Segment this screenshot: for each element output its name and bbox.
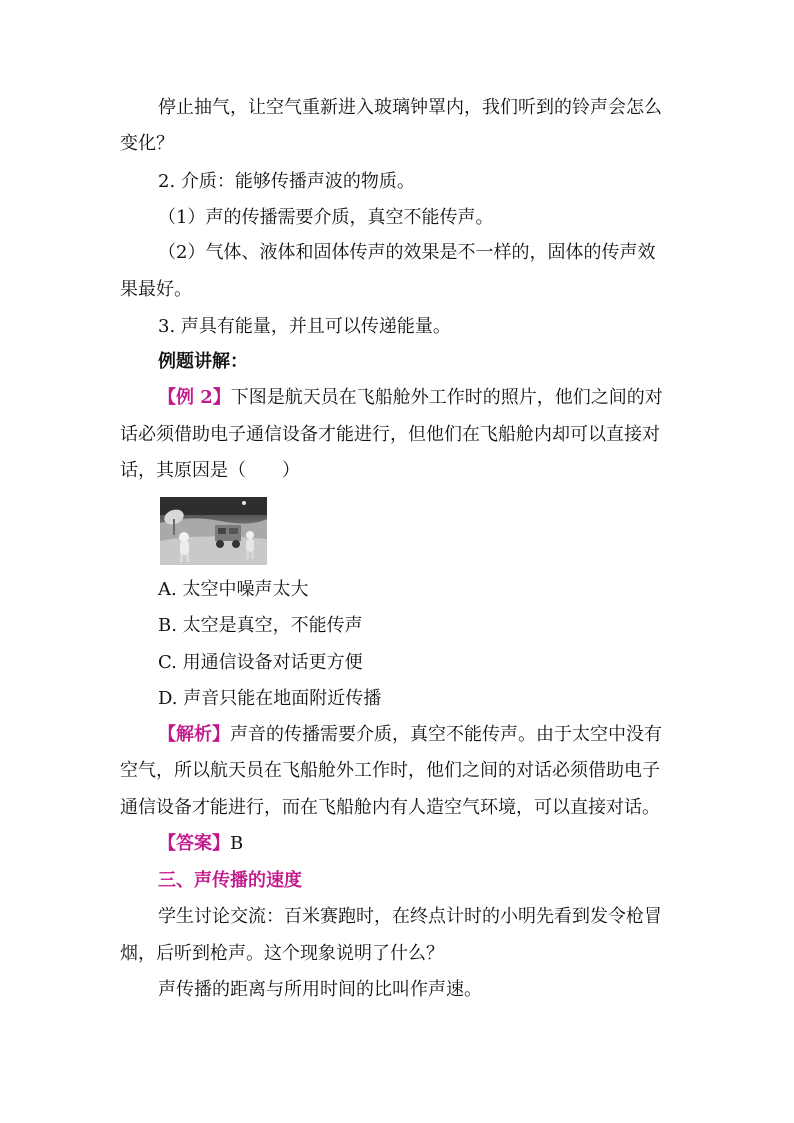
answer [158,833,243,855]
analysis-cont-1: 空气，所以航天员在飞船舱外工作时，他们之间的对话必须借助电子 [120,760,660,781]
example-question-cont-1: 话必须借助电子通信设备才能进行，但他们在飞船舱内却可以直接对 [120,424,660,445]
paragraph-medium-point-1: （1）声的传播需要介质，真空不能传声。 [158,207,494,228]
paragraph-medium-point-2: （2）气体、液体和固体传声的效果是不一样的，固体的传声效 [158,242,656,263]
example-heading: 例题讲解： [158,351,248,372]
analysis-text: 声音的传播需要介质，真空不能传声。由于太空中没有 [230,724,662,745]
example-question [158,387,663,409]
option-c: C. 用通信设备对话更方便 [158,652,363,673]
example-question-text: 下图是航天员在飞船舱外工作时的照片，他们之间的对 [230,387,663,408]
paragraph-medium-point-2-cont: 果最好。 [120,279,192,300]
paragraph-energy: 3. 声具有能量，并且可以传递能量。 [158,316,451,337]
option-b: B. 太空是真空，不能传声 [158,615,363,636]
example-tag: 【例 2】 [158,387,231,408]
discussion-cont: 烟，后听到枪声。这个现象说明了什么？ [120,943,444,964]
option-d: D. 声音只能在地面附近传播 [158,688,382,709]
analysis [158,724,662,746]
example-question-cont-2: 话，其原因是（ ） [120,460,300,481]
section-heading: 三、声传播的速度 [158,870,302,891]
sound-speed-definition: 声传播的距离与所用时间的比叫作声速。 [158,979,482,1000]
analysis-cont-2: 通信设备才能进行，而在飞船舱内有人造空气环境，可以直接对话。 [120,797,660,818]
paragraph-medium-definition: 2. 介质：能够传播声波的物质。 [158,171,415,192]
option-a: A. 太空中噪声太大 [158,579,309,600]
analysis-tag: 【解析】 [158,724,230,745]
answer-tag: 【答案】 [158,833,230,854]
discussion: 学生讨论交流：百米赛跑时，在终点计时的小明先看到发令枪冒 [158,906,662,927]
paragraph-stop-pump: 停止抽气，让空气重新进入玻璃钟罩内，我们听到的铃声会怎么 [158,97,662,118]
paragraph-stop-pump-cont: 变化？ [120,133,174,154]
answer-value: B [230,833,244,854]
astronaut-photo [160,497,267,565]
